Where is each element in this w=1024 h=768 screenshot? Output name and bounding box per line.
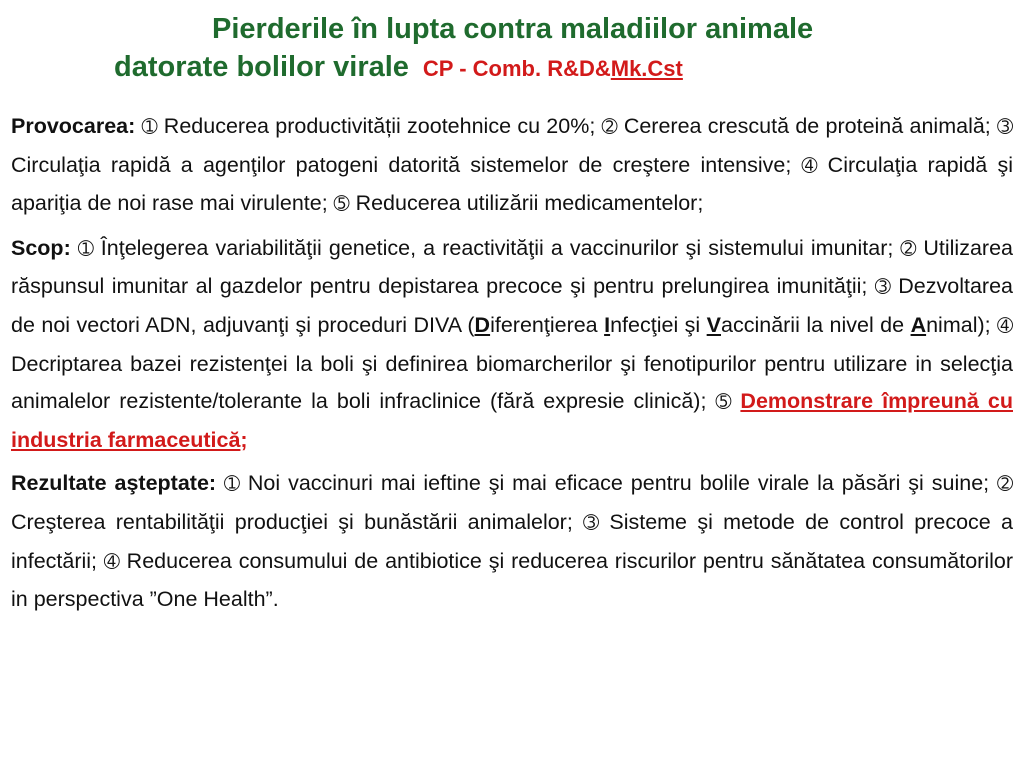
slide-title xyxy=(0,10,1024,88)
number-3-icon: ➂ xyxy=(583,511,600,534)
title-line-2 xyxy=(0,48,1024,88)
number-4-icon: ➃ xyxy=(997,314,1013,337)
label-provocarea: Provocarea: xyxy=(11,114,136,138)
title-subtitle-prefix: CP - Comb. R&D& xyxy=(422,56,611,81)
number-3-icon: ➂ xyxy=(997,116,1013,138)
scop-item-5-end: ; xyxy=(240,427,248,452)
diva-text-1: iferenţierea xyxy=(490,312,605,337)
scop-item-3: Dezvoltarea de noi vectori ADN, adjuvanţi şi proceduri DIVA ( xyxy=(11,274,1013,337)
provocarea-item-1: Reducerea productivității zootehnice cu 20%; xyxy=(157,114,602,138)
number-1-icon: ➀ xyxy=(224,473,240,496)
diva-letter-d: D xyxy=(474,312,491,337)
rezultate-item-2: Creşterea rentabilităţii producţiei şi bunăstării animalelor; xyxy=(11,509,584,534)
paragraph-rezultate xyxy=(11,465,1013,618)
scop-item-5-highlight: Demonstrare împreună cu industria farmaceutică xyxy=(11,389,1013,452)
provocarea-item-2: Cererea crescută de proteină animală; xyxy=(617,114,998,138)
label-scop: Scop: xyxy=(11,235,71,260)
diva-letter-i: I xyxy=(604,312,611,337)
number-4-icon: ➃ xyxy=(103,550,120,573)
scop-item-4: Decriptarea bazei rezistenţei la boli şi definirea biomarcherilor şi fenotipurilor pentru utilizare in selecţia animalelor rezistente/tolerante la boli infraclinice (fără expresie clinică); xyxy=(11,351,1013,414)
provocarea-item-4: Circulaţia rapidă şi apariţia de noi rase mai virulente; xyxy=(11,152,1013,216)
provocarea-item-5: Reducerea utilizării medicamentelor; xyxy=(349,191,704,216)
diva-letter-a: A xyxy=(910,312,927,337)
diva-letter-v: V xyxy=(706,312,721,337)
number-1-icon: ➀ xyxy=(77,237,94,260)
rezultate-item-3: Sisteme şi metode de control precoce a infectării; xyxy=(11,509,1013,573)
scop-item-1: Înţelegerea variabilităţii genetice, a reactivităţii a vaccinurilor şi sistemului imunitar; xyxy=(93,235,901,260)
diva-text-2: nfecţiei şi xyxy=(610,312,707,337)
number-5-icon: ➄ xyxy=(715,391,732,414)
title-subtitle xyxy=(423,56,683,81)
paragraph-provocarea xyxy=(11,108,1013,224)
diva-text-4: nimal); xyxy=(926,312,998,337)
number-4-icon: ➃ xyxy=(801,154,818,177)
number-5-icon: ➄ xyxy=(333,193,350,216)
paragraph-scop xyxy=(11,230,1013,460)
title-line-2-text: datorate bolilor virale xyxy=(114,51,409,83)
provocarea-item-3: Circulaţia rapidă a agenţilor patogeni datorită sistemelor de creştere intensive; xyxy=(11,152,802,177)
title-subtitle-mk: Mk.Cst xyxy=(610,56,683,81)
rezultate-item-4: Reducerea consumului de antibiotice şi reducerea riscurilor pentru sănătatea consumătorilor in perspectiva ”One Health”. xyxy=(11,548,1013,612)
number-2-icon: ➁ xyxy=(900,237,917,260)
slide-content xyxy=(11,108,1013,625)
title-line-1: Pierderile în lupta contra maladiilor animale xyxy=(212,13,814,45)
number-3-icon: ➂ xyxy=(874,276,891,299)
number-2-icon: ➁ xyxy=(601,116,618,138)
rezultate-item-1: Noi vaccinuri mai ieftine şi mai eficace pentru bolile virale la păsări şi suine; xyxy=(239,471,998,496)
number-2-icon: ➁ xyxy=(997,473,1013,496)
scop-item-2: Utilizarea răspunsul imunitar al gazdelor pentru depistarea precoce şi pentru prelungirea imunităţii; xyxy=(11,235,1013,299)
diva-text-3: accinării la nivel de xyxy=(721,312,911,337)
label-rezultate: Rezultate aşteptate: xyxy=(11,471,217,496)
number-1-icon: ➀ xyxy=(141,116,158,138)
